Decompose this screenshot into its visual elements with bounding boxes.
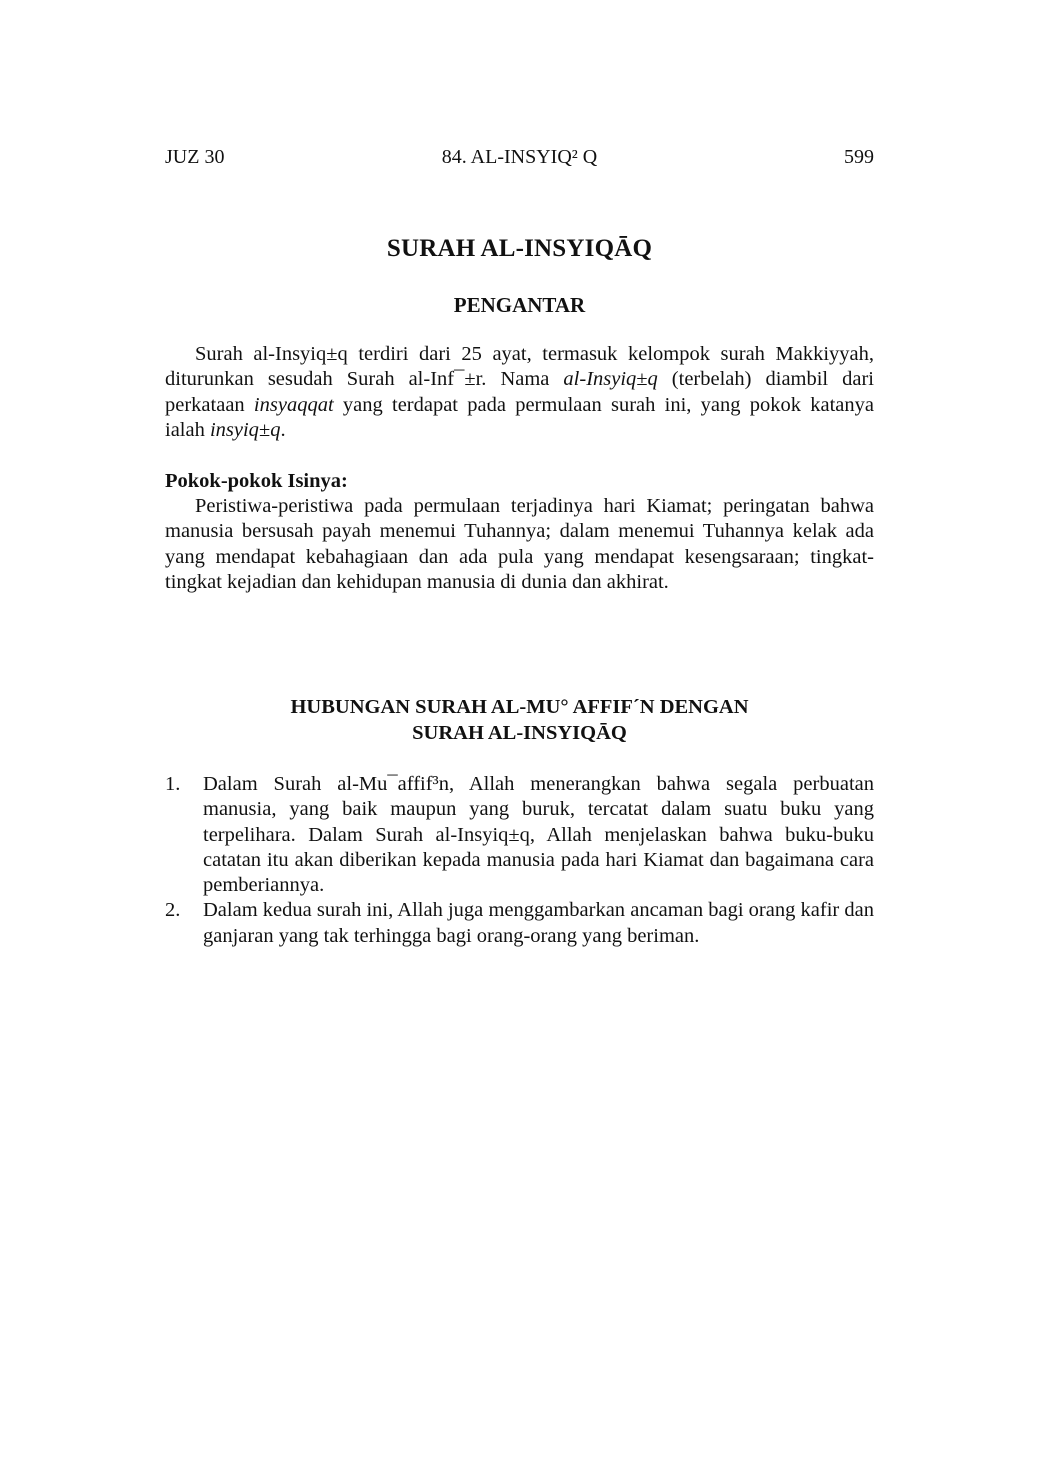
chapter-label: 84. AL-INSYIQ² Q bbox=[441, 146, 598, 168]
list-item-number: 2. bbox=[165, 899, 181, 922]
contents-paragraph: Peristiwa-peristiwa pada permulaan terjadinya hari Kiamat; peringatan bahwa manusia bersusah payah menemui Tuhannya; dalam menemui Tuhannya kelak ada yang mendapat kebahagiaan dan ada pula yang mendapat kesengsaraan; tingkat-tingkat kejadian dan kehidupan manusia di dunia dan akhirat. bbox=[165, 495, 874, 593]
relation-heading bbox=[165, 694, 874, 746]
intro-text-1: Surah al-Insyiq±q terdiri dari 25 ayat, termasuk kelompok surah Makkiyyah, diturunkan sesudah Surah al-Inf¯±r. Nama bbox=[165, 343, 874, 391]
list-item bbox=[165, 772, 874, 898]
intro-italic-term-1: al-Insyiq±q bbox=[563, 368, 658, 391]
surah-title: SURAH AL-INSYIQĀQ bbox=[386, 235, 653, 262]
intro-text-3: yang terdapat pada permulaan surah ini, yang pokok katanya ialah bbox=[165, 393, 874, 441]
intro-italic-term-2: insyaqqat bbox=[253, 393, 334, 416]
intro-text-2: (terbelah) diambil dari perkataan bbox=[165, 368, 875, 416]
list-item bbox=[165, 898, 874, 949]
contents-heading: Pokok-pokok Isinya: bbox=[165, 470, 348, 492]
intro-paragraph bbox=[165, 342, 874, 443]
intro-italic-term-3: insyiq±q bbox=[209, 418, 281, 441]
relation-list bbox=[165, 772, 874, 949]
relation-heading-line-1: HUBUNGAN SURAH AL-MU° AFFIF´N DENGAN bbox=[290, 696, 749, 718]
running-header bbox=[165, 146, 874, 174]
list-item-text: Dalam kedua surah ini, Allah juga menggambarkan ancaman bagi orang kafir dan ganjaran yang tak terhingga bagi orang-orang yang beriman. bbox=[203, 899, 874, 947]
intro-heading: PENGANTAR bbox=[453, 293, 586, 317]
intro-text-4: . bbox=[280, 418, 286, 441]
list-item-number: 1. bbox=[165, 773, 181, 795]
list-item-text: Dalam Surah al-Mu¯affif³n, Allah menerangkan bahwa segala perbuatan manusia, yang baik maupun yang buruk, tercatat dalam suatu buku yang terpelihara. Dalam Surah al-Insyiq±q, Allah menjelaskan bahwa buku-buku catatan itu akan diberikan kepada manusia pada hari Kiamat dan bagaimana cara pemberiannya. bbox=[203, 773, 874, 897]
page-number: 599 bbox=[844, 146, 874, 168]
juz-label: JUZ 30 bbox=[165, 146, 225, 168]
relation-heading-line-2: SURAH AL-INSYIQĀQ bbox=[412, 722, 627, 744]
